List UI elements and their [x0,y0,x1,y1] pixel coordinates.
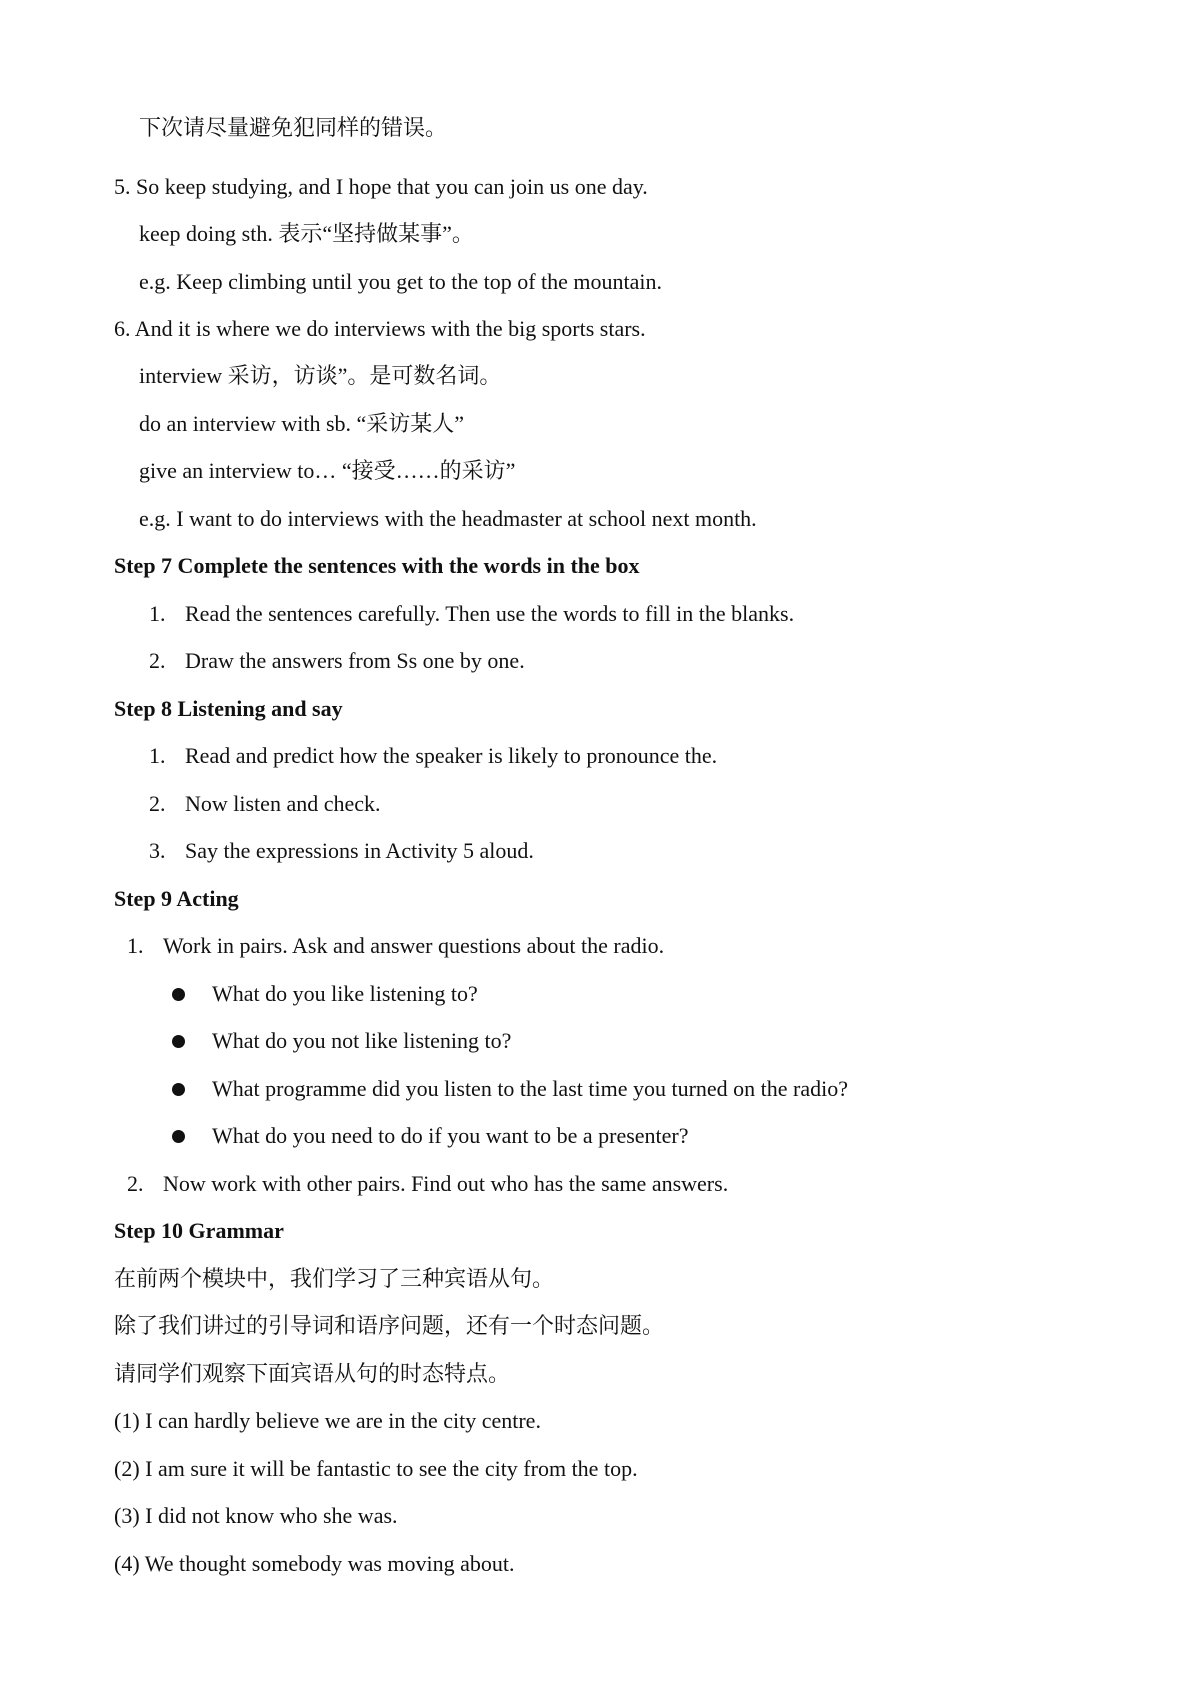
list-item: Now listen and check. [185,791,381,816]
bullet-item: What programme did you listen to the last time you turned on the radio? [212,1076,849,1101]
list-number: 2. [149,791,166,816]
grammar-note: 在前两个模块中，我们学习了三种宾语从句。 [114,1266,555,1291]
note-line: do an interview with sb. “采访某人” [139,411,465,436]
note-line: interview 采访，访谈”。是可数名词。 [139,363,502,388]
list-item: Say the expressions in Activity 5 aloud. [185,838,534,863]
example-sentence: (3) I did not know who she was. [114,1503,398,1528]
bullet-icon [172,1130,185,1143]
bullet-item: What do you not like listening to? [212,1028,512,1053]
list-item: Draw the answers from Ss one by one. [185,648,525,673]
grammar-note: 除了我们讲过的引导词和语序问题，还有一个时态问题。 [114,1313,665,1338]
example-sentence: (4) We thought somebody was moving about. [114,1551,515,1576]
bullet-item: What do you need to do if you want to be a presenter? [212,1123,689,1148]
example-sentence: (1) I can hardly believe we are in the city centre. [114,1408,541,1433]
sentence-6: 6. And it is where we do interviews with the big sports stars. [114,316,646,341]
example-line: e.g. I want to do interviews with the headmaster at school next month. [139,506,757,531]
note-line: give an interview to… “接受……的采访” [139,458,516,483]
step10-heading: Step 10 Grammar [114,1218,284,1243]
grammar-note: 请同学们观察下面宾语从句的时态特点。 [114,1361,511,1386]
list-number: 1. [127,933,144,958]
list-number: 2. [127,1171,144,1196]
sentence-5: 5. So keep studying, and I hope that you can join us one day. [114,174,648,199]
example-sentence: (2) I am sure it will be fantastic to see the city from the top. [114,1456,638,1481]
step9-heading: Step 9 Acting [114,886,239,911]
bullet-icon [172,1035,185,1048]
list-number: 3. [149,838,166,863]
list-item: Work in pairs. Ask and answer questions about the radio. [163,933,665,958]
note-line: 下次请尽量避免犯同样的错误。 [139,115,448,140]
bullet-icon [172,988,185,1001]
bullet-icon [172,1083,185,1096]
list-item: Read and predict how the speaker is likely to pronounce the. [185,743,718,768]
step8-heading: Step 8 Listening and say [114,696,343,721]
list-number: 1. [149,601,166,626]
list-number: 1. [149,743,166,768]
list-number: 2. [149,648,166,673]
note-line: keep doing sth. 表示“坚持做某事”。 [139,221,474,246]
example-line: e.g. Keep climbing until you get to the top of the mountain. [139,269,663,294]
step7-heading: Step 7 Complete the sentences with the words in the box [114,553,640,578]
list-item: Read the sentences carefully. Then use the words to fill in the blanks. [185,601,795,626]
list-item: Now work with other pairs. Find out who has the same answers. [163,1171,729,1196]
bullet-item: What do you like listening to? [212,981,478,1006]
